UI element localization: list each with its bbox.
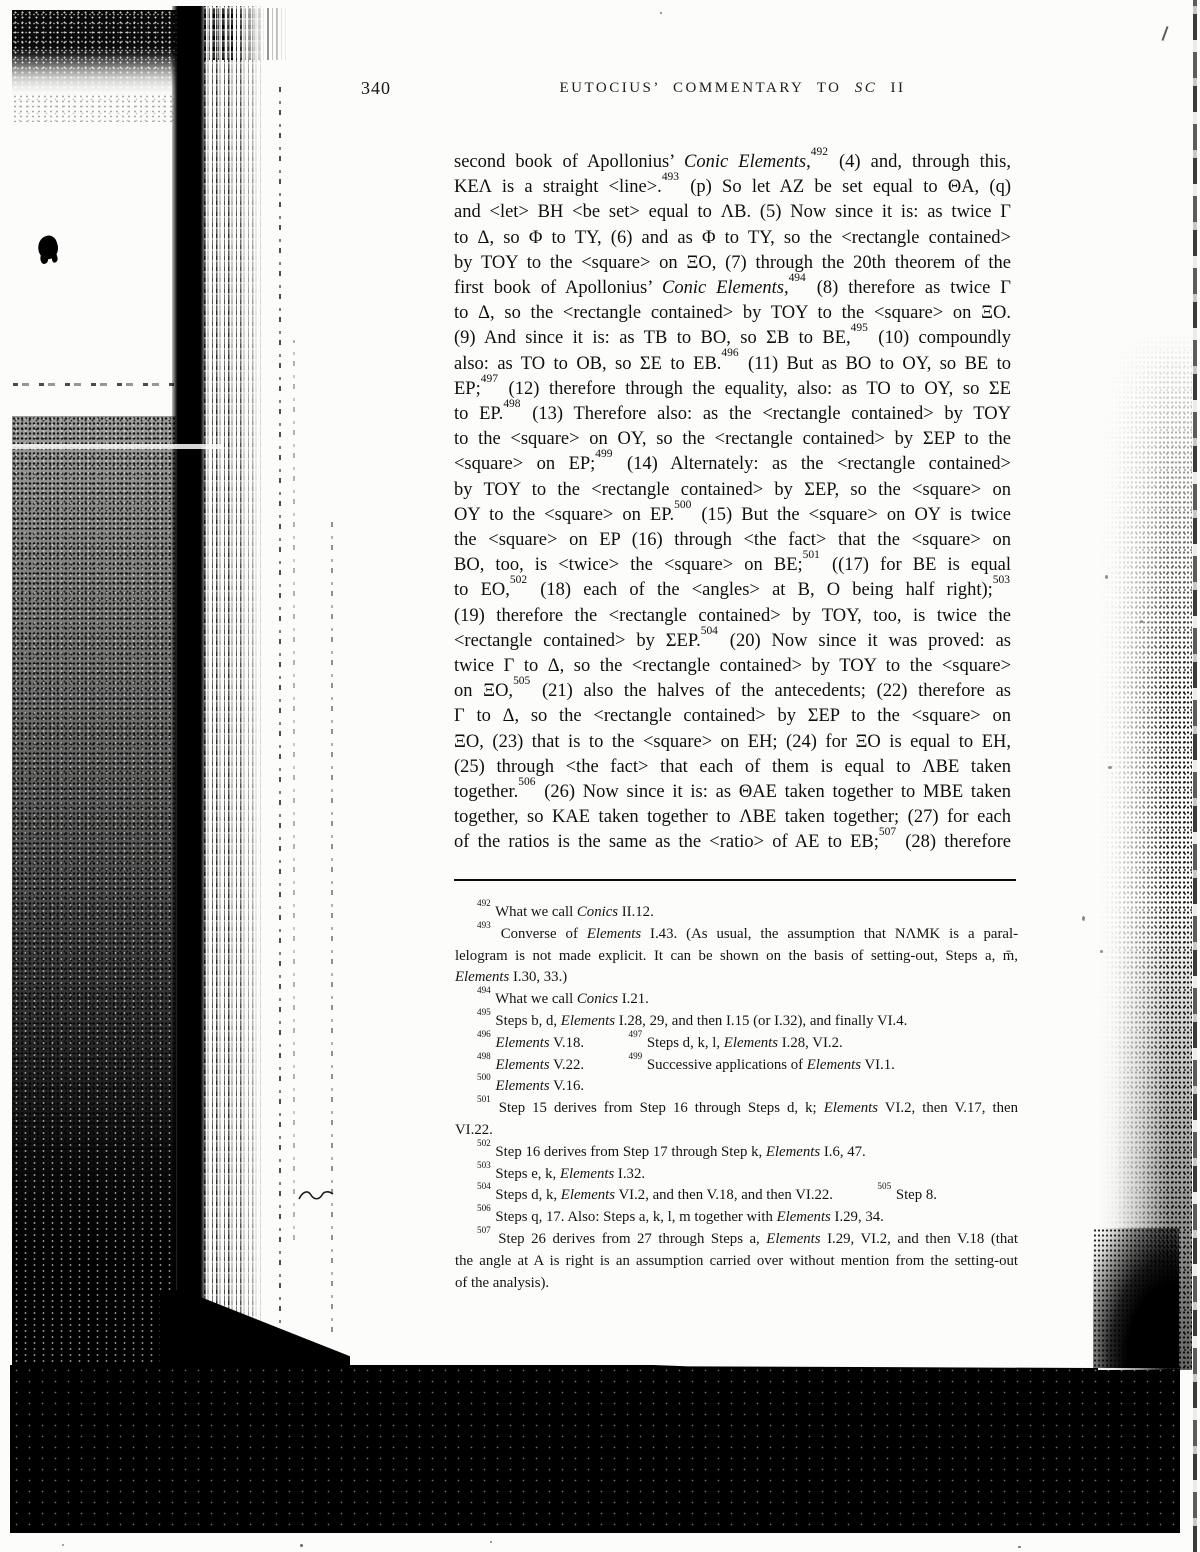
scan-ink-blob <box>35 233 61 261</box>
scan-vertical-dash-line <box>293 340 295 1240</box>
text-line: $^{500}$ Elements V.16. <box>477 1072 585 1095</box>
text-line: by TOY to the <rectangle contained> by ΣEP, so the <square> on <box>454 479 1011 500</box>
text-line: twice Γ to Δ, so the <rectangle contained> by TOY to the <square> <box>454 656 1011 677</box>
scan-speck <box>1105 575 1108 579</box>
text-line: to EP.$^{498}$ (13) Therefore also: as the <rectangle contained> by TOY <box>454 397 1011 425</box>
scan-dust-top-left <box>12 94 174 122</box>
footnote-separator <box>454 879 1016 881</box>
scan-black-wedge <box>160 1290 350 1368</box>
page-number: 340 <box>361 78 391 98</box>
text-line: to the <square> on OY, so the <rectangle contained> by ΣEP to the <box>454 429 1011 450</box>
scan-horizontal-dotted-line <box>13 383 178 386</box>
text-line: to Δ, so Φ to TY, (6) and as Φ to TY, so the <rectangle contained> <box>454 227 1011 248</box>
text-line: of the ratios is the same as the <ratio> of AE to EB;$^{507}$ (28) therefore <box>454 826 1011 853</box>
text-line: together.$^{506}$ (26) Now since it is: as ΘAE taken together to MBE taken <box>454 775 1011 803</box>
scan-noise-top-left <box>12 10 178 96</box>
text-line: Γ to Δ, so the <rectangle contained> by ΣEP to the <square> on <box>454 706 1011 727</box>
text-line: KEΛ is a straight <line>.$^{493}$ (p) So let AZ be set equal to ΘA, (q) <box>454 170 1011 198</box>
text-line: $^{492}$ What we call Conics II.12. <box>477 897 654 920</box>
text-line: $^{506}$ Steps q, 17. Also: Steps a, k, l, m together with Elements I.29, 34. <box>477 1203 884 1226</box>
scan-right-edge-line <box>1193 0 1197 1552</box>
footnotes <box>455 897 1019 1294</box>
text-line: the angle at A is right is an assumption carried over without mention from the setting-out <box>455 1252 1018 1269</box>
scan-pen-squiggle <box>298 1189 334 1204</box>
scan-gutter-shadow <box>12 416 176 1366</box>
text-line: to EO,$^{502}$ (18) each of the <angles> at B, O being half right);$^{503}$ <box>454 574 1010 601</box>
scan-vertical-dash-line <box>279 85 281 1357</box>
text-line: also: as TO to OB, so ΣE to EB.$^{496}$ (11) But as BO to OY, so BE to <box>454 347 1012 374</box>
text-line: $^{501}$ Step 15 derives from Step 16 through Steps d, k; Elements VI.2, then V.17, then <box>477 1094 1018 1117</box>
text-line: together, so KAE taken together to ΛBE taken together; (27) for each <box>454 807 1011 828</box>
text-line: (19) therefore the <rectangle contained> by TOY, too, is twice the <box>454 605 1011 626</box>
scan-right-edge-shadow <box>1098 330 1192 1370</box>
text-line: OY to the <square> on EP.$^{500}$ (15) But the <square> on OY is twice <box>454 498 1011 525</box>
scan-slash-mark <box>1161 26 1168 41</box>
text-line: BO, too, is <twice> the <square> on BE;$^{501}$ ((17) for BE is equal <box>454 548 1011 576</box>
scan-speck <box>1082 916 1085 921</box>
scan-binding-streaks <box>204 8 286 60</box>
text-line: $^{493}$ Converse of Elements I.43. (As usual, the assumption that NΛMK is a paral- <box>477 919 1019 942</box>
text-line: first book of Apollonius’ Conic Elements,$^{494}$ (8) therefore as twice Γ <box>454 271 1011 299</box>
text-line: the <square> on EP (16) through <the fact> that the <square> on <box>454 530 1011 551</box>
text-line: $^{507}$ Step 26 derives from 27 through Steps a, Elements I.29, VI.2, and then V.18 (that <box>477 1224 1018 1247</box>
text-line: $^{498}$ Elements V.22. $^{499}$ Successive applications of Elements VI.1. <box>477 1050 895 1073</box>
scan-speck <box>490 1541 492 1543</box>
text-line: and <let> BH <be set> equal to ΛB. (5) Now since it is: as twice Γ <box>454 202 1011 223</box>
running-head: EUTOCIUS’ COMMENTARY TO SC II <box>559 80 906 96</box>
scan-vertical-dash-line <box>331 520 333 1332</box>
text-line: on ΞO,$^{505}$ (21) also the halves of the antecedents; (22) therefore as <box>454 674 1011 702</box>
scan-white-gap-line <box>12 444 224 449</box>
scan-speck <box>1108 766 1112 769</box>
text-line: Elements I.30, 33.) <box>455 969 568 986</box>
text-line: $^{502}$ Step 16 derives from Step 17 through Step k, Elements I.6, 47. <box>477 1137 866 1160</box>
text-line: second book of Apollonius’ Conic Elements,$^{492}$ (4) and, through this, <box>454 145 1011 172</box>
scan-binding-stripes <box>204 6 264 1362</box>
text-line: (9) And since it is: as TB to BO, so ΣB to BE,$^{495}$ (10) compoundly <box>454 322 1011 349</box>
text-line: by TOY to the <square> on ΞO, (7) through the 20th theorem of the <box>454 252 1011 273</box>
text-line: EP;$^{497}$ (12) therefore through the equality, also: as TO to OY, so ΣE <box>454 372 1011 399</box>
scan-speck <box>660 12 662 14</box>
scan-speck <box>300 1544 303 1547</box>
text-line: to Δ, so the <rectangle contained> by TOY to the <square> on ΞO. <box>454 303 1011 324</box>
text-line: VI.22. <box>455 1121 493 1138</box>
text-line: $^{495}$ Steps b, d, Elements I.28, 29, and then I.15 (or I.32), and finally VI.4. <box>477 1006 908 1029</box>
text-line: <square> on EP;$^{499}$ (14) Alternately: as the <rectangle contained> <box>454 448 1011 475</box>
text-line: <rectangle contained> by ΣEP.$^{504}$ (20) Now since it was proved: as <box>454 624 1011 651</box>
text-line: of the analysis). <box>455 1274 550 1291</box>
scan-bottom-black-band <box>10 1365 1180 1533</box>
text-line: ΞO, (23) that is to the <square> on EH; (24) for ΞO is equal to EH, <box>454 731 1011 752</box>
text-line: $^{496}$ Elements V.18. $^{497}$ Steps d, k, l, Elements I.28, VI.2. <box>477 1028 843 1051</box>
scan-speck <box>1018 1546 1021 1548</box>
text-line: lelogram is not made explicit. It can be shown on the basis of setting-out, Steps a, m̄, <box>455 947 1018 964</box>
scan-binding-bar <box>172 6 206 1370</box>
text-line: $^{494}$ What we call Conics I.21. <box>477 985 649 1008</box>
text-line: $^{504}$ Steps d, k, Elements VI.2, and then V.18, and then VI.22. $^{505}$ Step 8. <box>477 1181 937 1204</box>
text-line: (25) through <the fact> that each of them is equal to ΛBE taken <box>454 756 1011 777</box>
scan-speck <box>1140 620 1143 623</box>
body-text <box>454 145 1012 856</box>
scan-speck <box>62 1544 64 1546</box>
scan-speck <box>1100 950 1103 953</box>
text-line: $^{503}$ Steps e, k, Elements I.32. <box>477 1159 646 1182</box>
scan-bottom-right-blob <box>1093 1228 1179 1368</box>
